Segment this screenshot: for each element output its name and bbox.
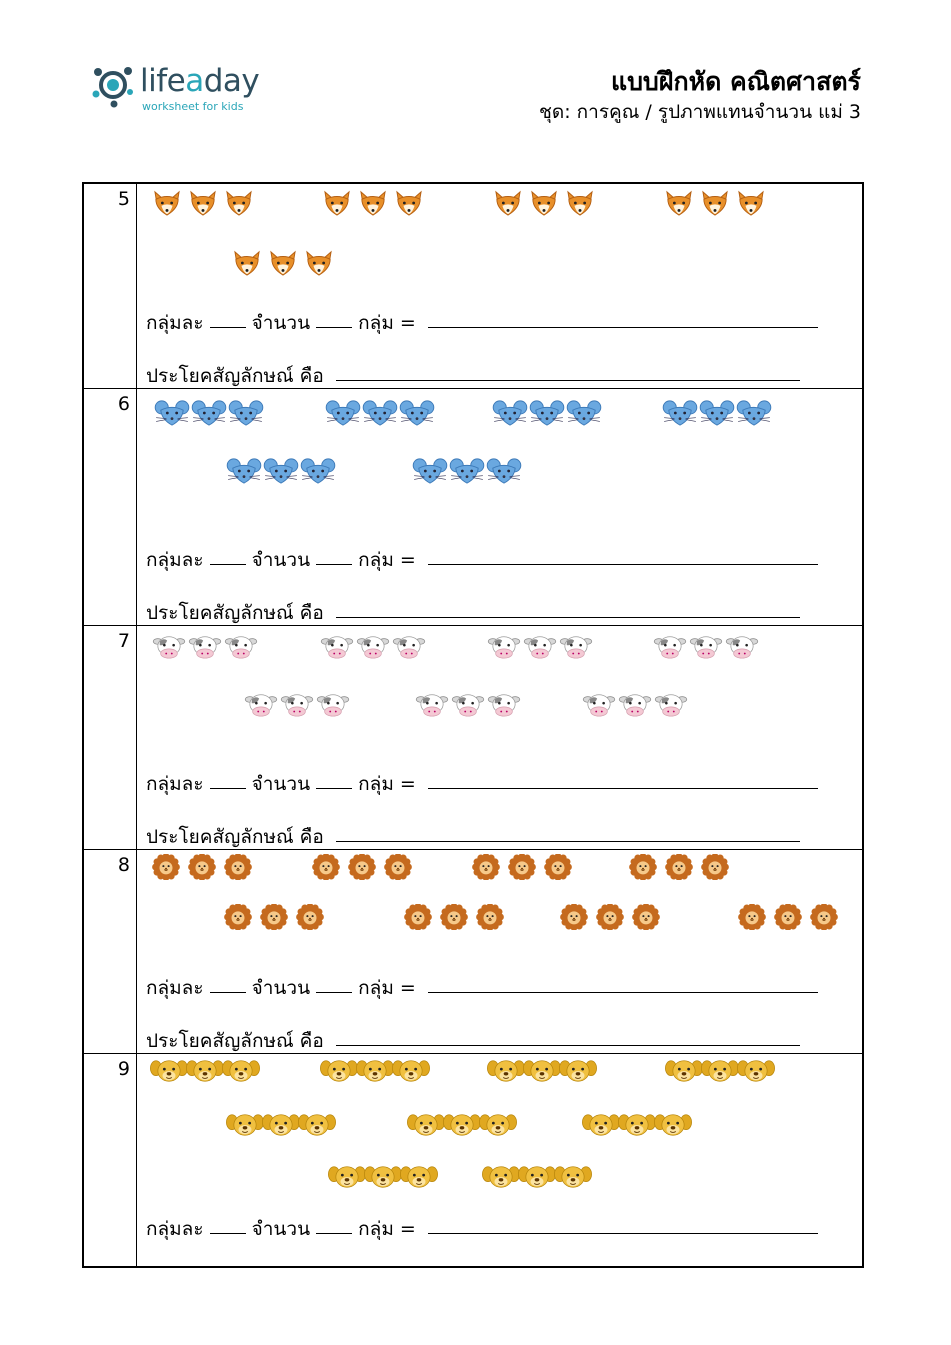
problem-number: 9 bbox=[117, 1058, 130, 1080]
lion-icon bbox=[472, 854, 500, 884]
logo-tagline: worksheet for kids bbox=[142, 100, 244, 113]
fox-icon bbox=[358, 190, 388, 220]
lion-icon bbox=[224, 854, 252, 884]
fox-icon bbox=[529, 190, 559, 220]
cow-icon bbox=[559, 634, 593, 664]
lion-icon bbox=[596, 904, 624, 934]
multiplication-line bbox=[146, 769, 818, 799]
problem-7 bbox=[84, 625, 862, 850]
lion-icon bbox=[476, 904, 504, 934]
dog-icon bbox=[364, 1164, 402, 1194]
mouse-icon bbox=[529, 399, 565, 431]
cow-icon bbox=[487, 692, 521, 722]
problem-8 bbox=[84, 849, 862, 1054]
dog-icon bbox=[392, 1058, 430, 1088]
dog-icon bbox=[400, 1164, 438, 1194]
multiplication-line bbox=[146, 1214, 818, 1244]
each-group-label: กลุ่มละ bbox=[146, 977, 204, 999]
worksheet-table bbox=[82, 182, 864, 1268]
dog-icon bbox=[443, 1112, 481, 1142]
dog-icon bbox=[518, 1164, 556, 1194]
cow-icon bbox=[654, 692, 688, 722]
dog-icon bbox=[222, 1058, 260, 1088]
group-size-blank[interactable] bbox=[210, 1232, 246, 1234]
dog-icon bbox=[407, 1112, 445, 1142]
group-equals-label: กลุ่ม = bbox=[358, 549, 416, 571]
problem-number: 6 bbox=[117, 393, 130, 415]
page-subtitle: ชุด: การคูณ / รูปภาพแทนจำนวน แม่ 3 bbox=[539, 101, 861, 123]
group-count-blank[interactable] bbox=[316, 1232, 352, 1234]
mouse-icon bbox=[300, 457, 336, 489]
problem-number: 5 bbox=[117, 188, 130, 210]
mouse-icon bbox=[662, 399, 698, 431]
count-label: จำนวน bbox=[251, 1218, 311, 1240]
sentence-line bbox=[146, 1026, 800, 1056]
page-title: แบบฝึกหัด คณิตศาสตร์ bbox=[610, 67, 861, 96]
answer-blank[interactable] bbox=[428, 1232, 818, 1234]
lion-icon bbox=[224, 904, 252, 934]
lion-icon bbox=[296, 904, 324, 934]
dog-icon bbox=[226, 1112, 264, 1142]
logo bbox=[90, 62, 280, 114]
each-group-label: กลุ่มละ bbox=[146, 1218, 204, 1240]
fox-icon bbox=[224, 190, 254, 220]
dog-icon bbox=[479, 1112, 517, 1142]
group-size-blank[interactable] bbox=[210, 563, 246, 565]
mouse-icon bbox=[486, 457, 522, 489]
sentence-line bbox=[146, 361, 800, 391]
cow-icon bbox=[451, 692, 485, 722]
dog-icon bbox=[554, 1164, 592, 1194]
group-count-blank[interactable] bbox=[316, 787, 352, 789]
dog-icon bbox=[150, 1058, 188, 1088]
sentence-label: ประโยคสัญลักษณ์ คือ bbox=[146, 602, 324, 624]
dog-icon bbox=[618, 1112, 656, 1142]
fox-icon bbox=[394, 190, 424, 220]
sentence-label: ประโยคสัญลักษณ์ คือ bbox=[146, 365, 324, 387]
dog-icon bbox=[320, 1058, 358, 1088]
lion-icon bbox=[774, 904, 802, 934]
count-label: จำนวน bbox=[251, 773, 311, 795]
sentence-blank[interactable] bbox=[336, 1044, 800, 1046]
fox-icon bbox=[304, 250, 334, 280]
fox-icon bbox=[565, 190, 595, 220]
cow-icon bbox=[582, 692, 616, 722]
lion-icon bbox=[404, 904, 432, 934]
multiplication-line bbox=[146, 308, 818, 338]
dog-icon bbox=[328, 1164, 366, 1194]
cow-icon bbox=[316, 692, 350, 722]
dog-icon bbox=[582, 1112, 620, 1142]
lion-icon bbox=[384, 854, 412, 884]
group-equals-label: กลุ่ม = bbox=[358, 1218, 416, 1240]
lion-icon bbox=[348, 854, 376, 884]
lion-icon bbox=[260, 904, 288, 934]
count-label: จำนวน bbox=[251, 549, 311, 571]
lion-icon bbox=[440, 904, 468, 934]
cow-icon bbox=[392, 634, 426, 664]
dog-icon bbox=[737, 1058, 775, 1088]
cow-icon bbox=[152, 634, 186, 664]
group-equals-label: กลุ่ม = bbox=[358, 977, 416, 999]
cow-icon bbox=[188, 634, 222, 664]
problem-9 bbox=[84, 1053, 862, 1271]
problem-5 bbox=[84, 184, 862, 388]
fox-icon bbox=[232, 250, 262, 280]
lion-icon bbox=[701, 854, 729, 884]
lion-icon bbox=[508, 854, 536, 884]
answer-blank[interactable] bbox=[428, 991, 818, 993]
cow-icon bbox=[653, 634, 687, 664]
group-count-blank[interactable] bbox=[316, 563, 352, 565]
sentence-blank[interactable] bbox=[336, 840, 800, 842]
sentence-line bbox=[146, 822, 800, 852]
mouse-icon bbox=[228, 399, 264, 431]
sentence-line bbox=[146, 598, 800, 628]
dog-icon bbox=[298, 1112, 336, 1142]
fox-icon bbox=[188, 190, 218, 220]
dog-icon bbox=[654, 1112, 692, 1142]
mouse-icon bbox=[492, 399, 528, 431]
cow-icon bbox=[618, 692, 652, 722]
answer-blank[interactable] bbox=[428, 326, 818, 328]
group-count-blank[interactable] bbox=[316, 991, 352, 993]
problem-6 bbox=[84, 388, 862, 626]
sentence-blank[interactable] bbox=[336, 379, 800, 381]
mouse-icon bbox=[263, 457, 299, 489]
dog-icon bbox=[665, 1058, 703, 1088]
cow-icon bbox=[689, 634, 723, 664]
cow-icon bbox=[224, 634, 258, 664]
lion-icon bbox=[632, 904, 660, 934]
group-size-blank[interactable] bbox=[210, 787, 246, 789]
group-size-blank[interactable] bbox=[210, 326, 246, 328]
sentence-blank[interactable] bbox=[336, 616, 800, 618]
each-group-label: กลุ่มละ bbox=[146, 773, 204, 795]
fox-icon bbox=[268, 250, 298, 280]
cow-icon bbox=[280, 692, 314, 722]
dog-icon bbox=[262, 1112, 300, 1142]
lion-icon bbox=[544, 854, 572, 884]
lion-icon bbox=[312, 854, 340, 884]
dog-icon bbox=[186, 1058, 224, 1088]
mouse-icon bbox=[412, 457, 448, 489]
multiplication-line bbox=[146, 545, 818, 575]
cow-icon bbox=[244, 692, 278, 722]
cow-icon bbox=[320, 634, 354, 664]
cow-icon bbox=[523, 634, 557, 664]
dog-icon bbox=[523, 1058, 561, 1088]
mouse-icon bbox=[154, 399, 190, 431]
answer-blank[interactable] bbox=[428, 563, 818, 565]
lion-icon bbox=[560, 904, 588, 934]
fox-icon bbox=[736, 190, 766, 220]
count-label: จำนวน bbox=[251, 977, 311, 999]
mouse-icon bbox=[566, 399, 602, 431]
fox-icon bbox=[700, 190, 730, 220]
each-group-label: กลุ่มละ bbox=[146, 549, 204, 571]
fox-icon bbox=[664, 190, 694, 220]
logo-mark-icon bbox=[90, 62, 136, 108]
mouse-icon bbox=[399, 399, 435, 431]
fox-icon bbox=[322, 190, 352, 220]
group-equals-label: กลุ่ม = bbox=[358, 312, 416, 334]
dog-icon bbox=[701, 1058, 739, 1088]
answer-blank[interactable] bbox=[428, 787, 818, 789]
lion-icon bbox=[188, 854, 216, 884]
logo-name: lifeaday bbox=[140, 63, 260, 99]
mouse-icon bbox=[191, 399, 227, 431]
cow-icon bbox=[356, 634, 390, 664]
sentence-label: ประโยคสัญลักษณ์ คือ bbox=[146, 826, 324, 848]
fox-icon bbox=[152, 190, 182, 220]
lion-icon bbox=[810, 904, 838, 934]
problem-number: 8 bbox=[117, 854, 130, 876]
fox-icon bbox=[493, 190, 523, 220]
lion-icon bbox=[665, 854, 693, 884]
group-equals-label: กลุ่ม = bbox=[358, 773, 416, 795]
problem-number: 7 bbox=[117, 630, 130, 652]
cow-icon bbox=[725, 634, 759, 664]
mouse-icon bbox=[699, 399, 735, 431]
lion-icon bbox=[738, 904, 766, 934]
sentence-label: ประโยคสัญลักษณ์ คือ bbox=[146, 1030, 324, 1052]
cow-icon bbox=[487, 634, 521, 664]
dog-icon bbox=[487, 1058, 525, 1088]
dog-icon bbox=[482, 1164, 520, 1194]
dog-icon bbox=[356, 1058, 394, 1088]
cow-icon bbox=[415, 692, 449, 722]
lion-icon bbox=[629, 854, 657, 884]
lion-icon bbox=[152, 854, 180, 884]
each-group-label: กลุ่มละ bbox=[146, 312, 204, 334]
mouse-icon bbox=[325, 399, 361, 431]
mouse-icon bbox=[736, 399, 772, 431]
group-size-blank[interactable] bbox=[210, 991, 246, 993]
multiplication-line bbox=[146, 973, 818, 1003]
dog-icon bbox=[559, 1058, 597, 1088]
mouse-icon bbox=[226, 457, 262, 489]
count-label: จำนวน bbox=[251, 312, 311, 334]
group-count-blank[interactable] bbox=[316, 326, 352, 328]
mouse-icon bbox=[362, 399, 398, 431]
mouse-icon bbox=[449, 457, 485, 489]
